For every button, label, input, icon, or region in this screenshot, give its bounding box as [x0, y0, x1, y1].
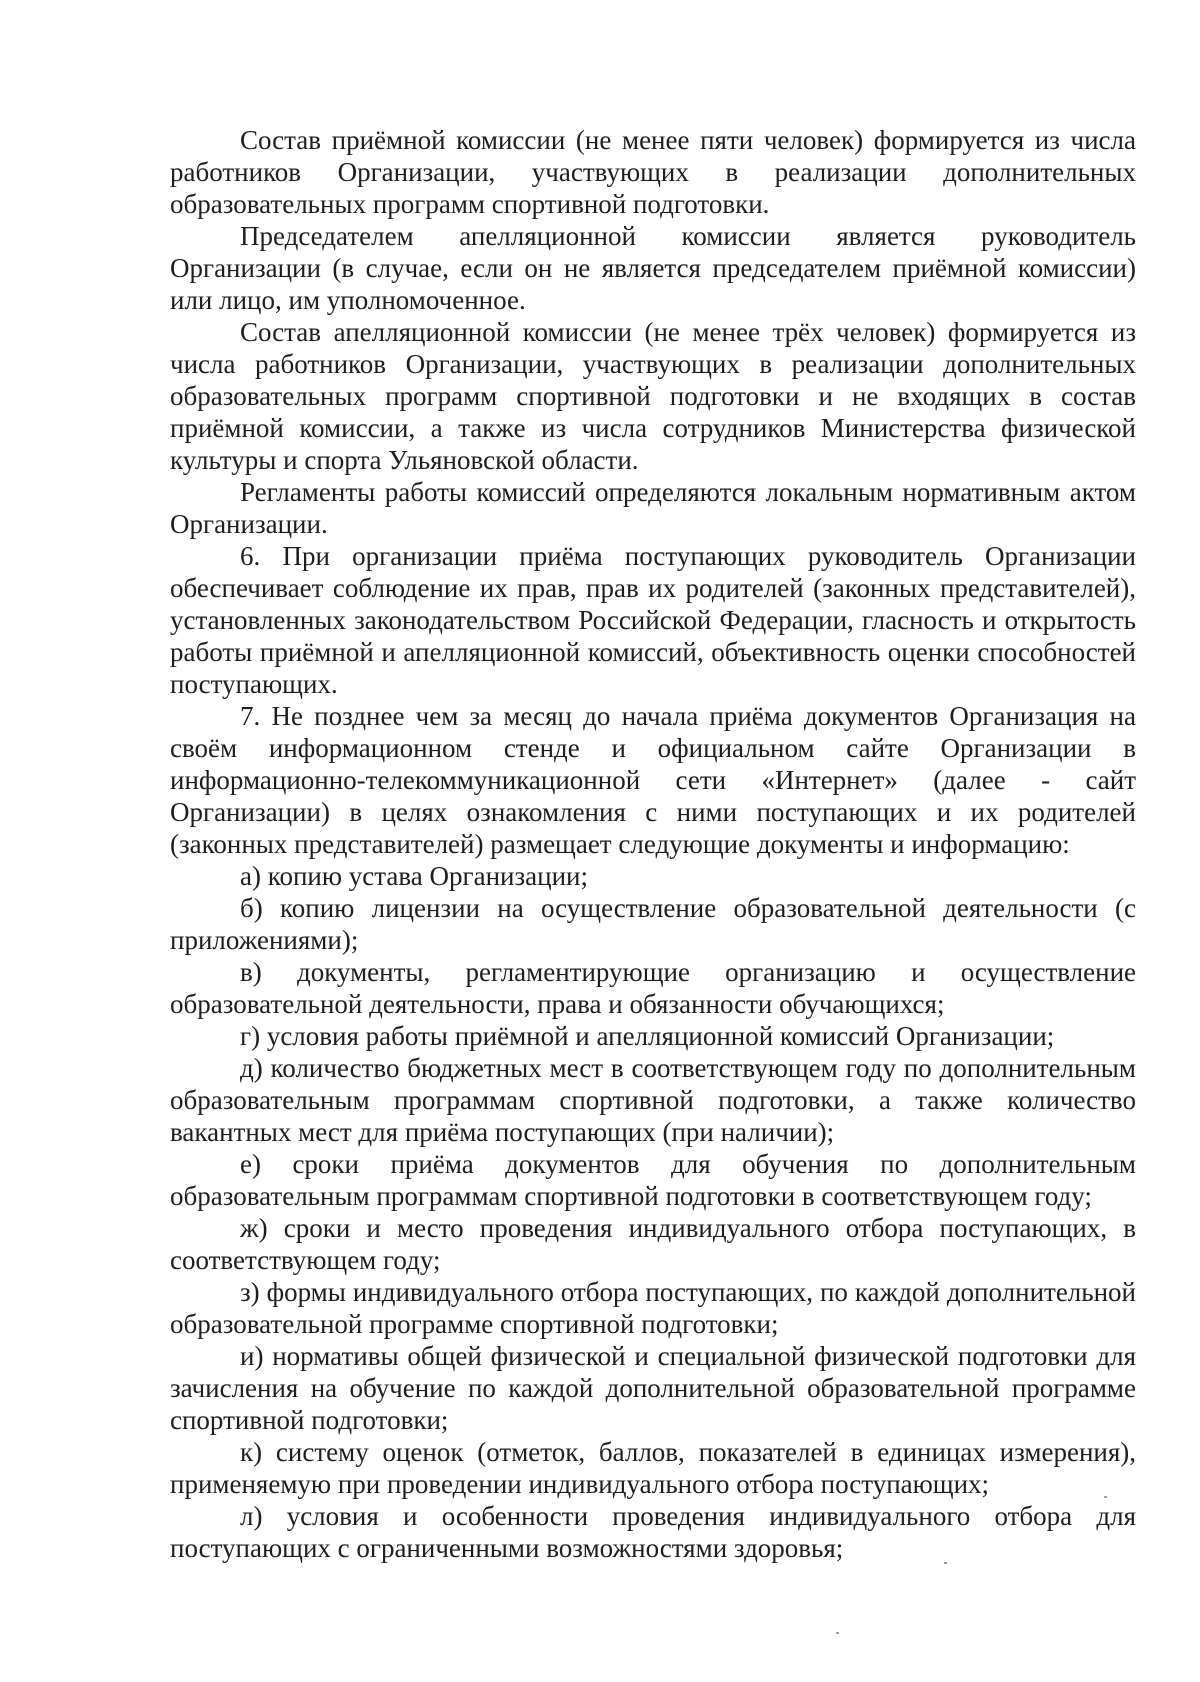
- list-item-l: л) условия и особенности проведения индивидуального отбора для поступающих с ограниченными возможностями здоровья;: [170, 1501, 1136, 1563]
- list-item-k: к) систему оценок (отметок, баллов, показателей в единицах измерения), применяемую при проведении индивидуального отбора поступающих;: [170, 1437, 1136, 1499]
- scan-speck: [944, 1562, 947, 1564]
- paragraph-regulations: Регламенты работы комиссий определяются локальным нормативным актом Организации.: [170, 477, 1136, 539]
- paragraph-appeal-chair: Председателем апелляционной комиссии является руководитель Организации (в случае, если он не является председателем приёмной комиссии) или лицо, им уполномоченное.: [170, 221, 1136, 315]
- list-item-b: б) копию лицензии на осуществление образовательной деятельности (с приложениями);: [170, 893, 1136, 955]
- document-body: [170, 124, 1136, 1564]
- list-item-z: з) формы индивидуального отбора поступающих, по каждой дополнительной образовательной программе спортивной подготовки;: [170, 1277, 1136, 1339]
- list-item-d: д) количество бюджетных мест в соответствующем году по дополнительным образовательным программам спортивной подготовки, а также количество вакантных мест для приёма поступающих (при наличии);: [170, 1053, 1136, 1147]
- paragraph-item-6: 6. При организации приёма поступающих руководитель Организации обеспечивает соблюдение их прав, прав их родителей (законных представителей), установленных законодательством Российской Федерации, гласность и открытость работы приёмной и апелляционной комиссий, объективность оценки способностей поступающих.: [170, 541, 1136, 699]
- paragraph-admission-committee: Состав приёмной комиссии (не менее пяти человек) формируется из числа работников Организации, участвующих в реализации дополнительных образовательных программ спортивной подготовки.: [170, 125, 1136, 219]
- list-item-g: г) условия работы приёмной и апелляционной комиссий Организации;: [240, 1021, 1055, 1051]
- scan-speck: [836, 1632, 839, 1634]
- list-item-e: е) сроки приёма документов для обучения по дополнительным образовательным программам спортивной подготовки в соответствующем году;: [170, 1149, 1136, 1211]
- scan-speck: [1104, 1496, 1107, 1498]
- list-item-v: в) документы, регламентирующие организацию и осуществление образовательной деятельности, права и обязанности обучающихся;: [170, 957, 1136, 1019]
- paragraph-appeal-committee: Состав апелляционной комиссии (не менее трёх человек) формируется из числа работников Организации, участвующих в реализации дополнительных образовательных программ спортивной подготовки и не входящих в состав приёмной комиссии, а также из числа сотрудников Министерства физической культуры и спорта Ульяновской области.: [170, 317, 1136, 475]
- list-item-i: и) нормативы общей физической и специальной физической подготовки для зачисления на обучение по каждой дополнительной образовательной программе спортивной подготовки;: [170, 1341, 1136, 1435]
- list-item-zh: ж) сроки и место проведения индивидуального отбора поступающих, в соответствующем году;: [170, 1213, 1136, 1275]
- paragraph-item-7: 7. Не позднее чем за месяц до начала приёма документов Организация на своём информационном стенде и официальном сайте Организации в информационно-телекоммуникационной сети «Интернет» (далее - сайт Организации) в целях ознакомления с ними поступающих и их родителей (законных представителей) размещает следующие документы и информацию:: [170, 701, 1136, 859]
- list-item-a: а) копию устава Организации;: [240, 861, 588, 891]
